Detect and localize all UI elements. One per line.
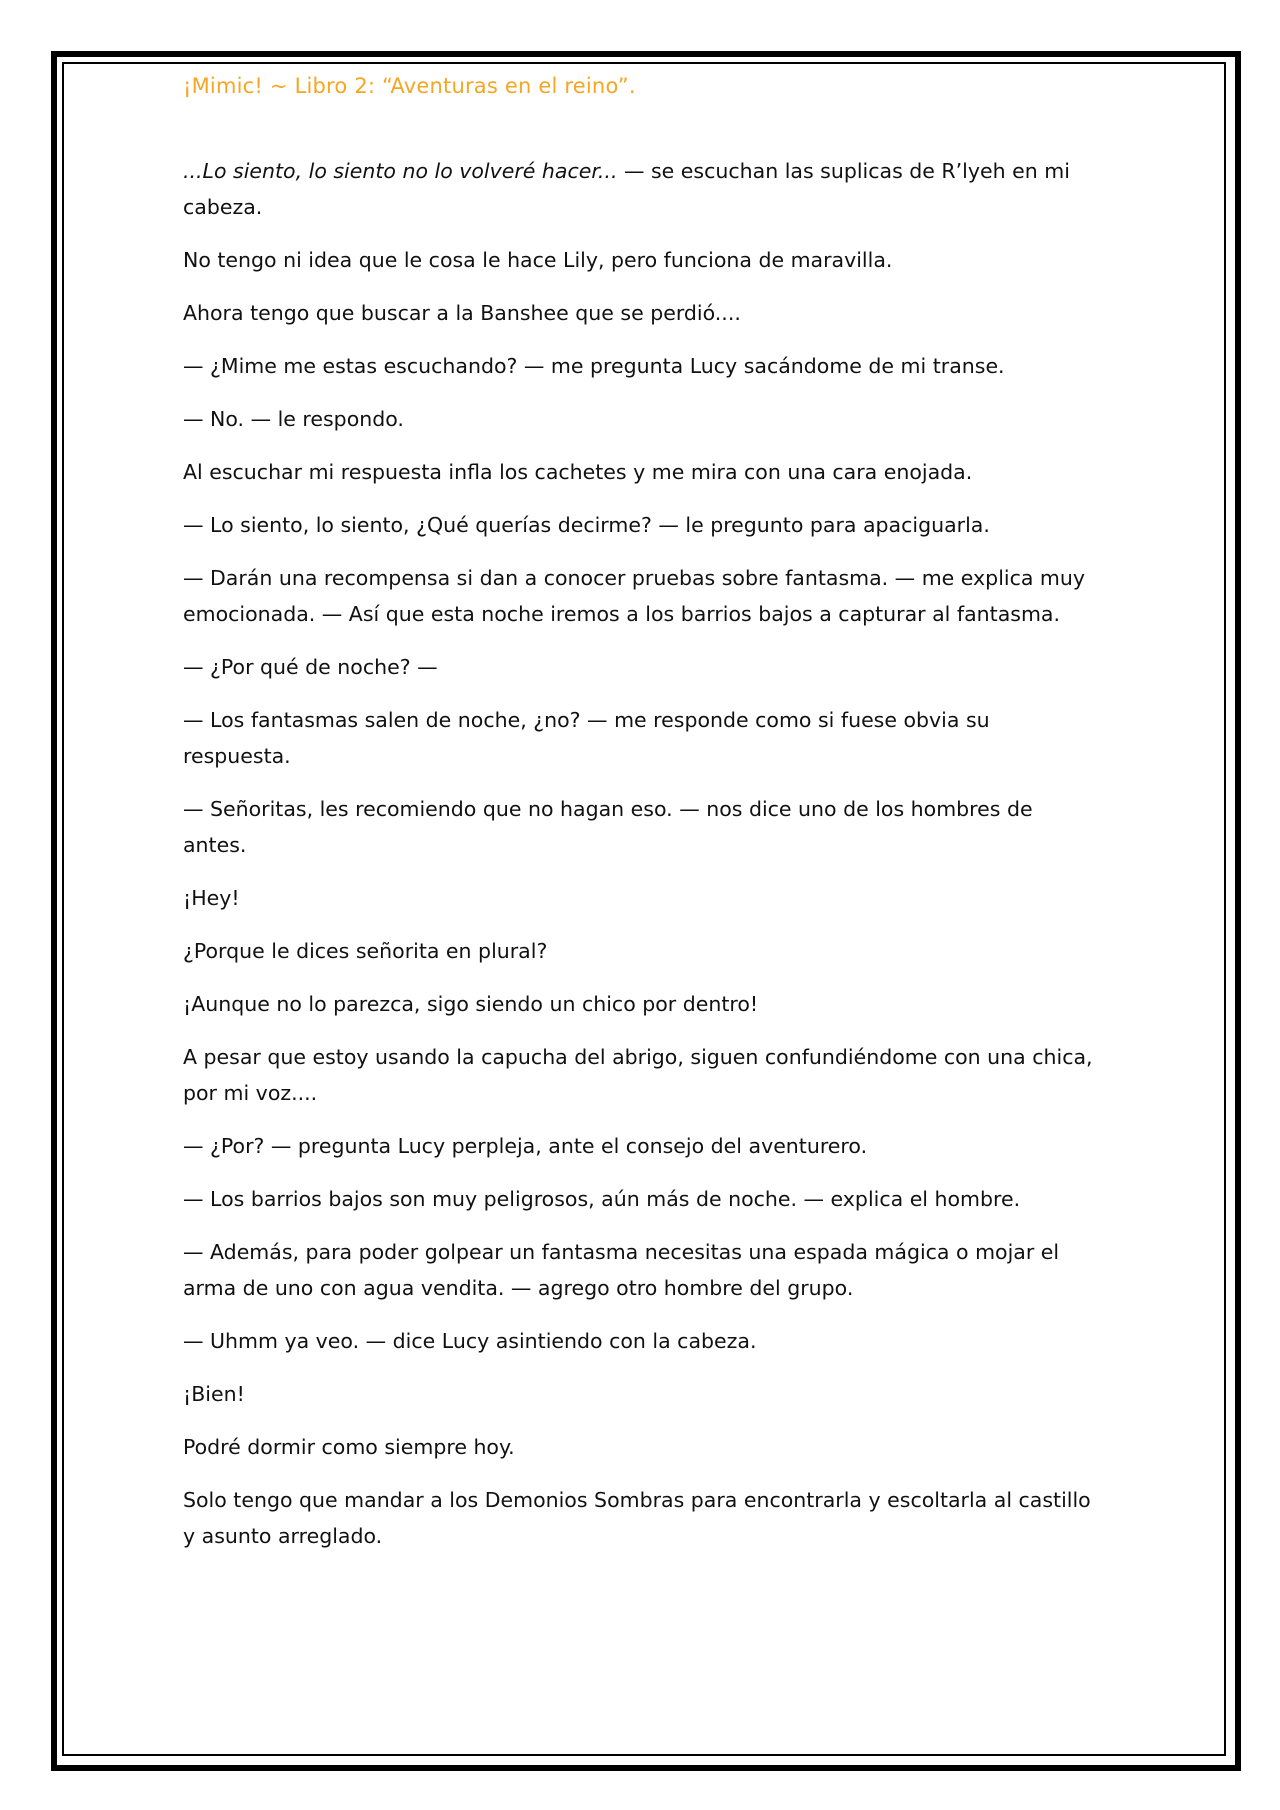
paragraph: — Los fantasmas salen de noche, ¿no? — me responde como si fuese obvia su respuesta. — [183, 708, 990, 768]
paragraph: Podré dormir como siempre hoy. — [183, 1435, 515, 1459]
paragraph: — ¿Mime me estas escuchando? — me pregunta Lucy sacándome de mi transe. — [183, 354, 1005, 378]
paragraph: No tengo ni idea que le cosa le hace Lily, pero funciona de maravilla. — [183, 248, 893, 272]
document-body — [183, 153, 1098, 1571]
paragraph: Al escuchar mi respuesta infla los cachetes y me mira con una cara enojada. — [183, 460, 973, 484]
paragraph: — Darán una recompensa si dan a conocer pruebas sobre fantasma. — me explica muy emocionada. — Así que esta noche iremos a los barrios bajos a capturar al fantasma. — [183, 566, 1086, 626]
paragraph: ¡Bien! — [183, 1382, 245, 1406]
paragraph: — Lo siento, lo siento, ¿Qué querías decirme? — le pregunto para apaciguarla. — [183, 513, 990, 537]
paragraph-italic: ...Lo siento, lo siento no lo volveré hacer... — [183, 159, 618, 183]
page-header-title: ¡Mimic! ~ Libro 2: “Aventuras en el reino”. — [183, 74, 636, 98]
paragraph: Ahora tengo que buscar a la Banshee que se perdió.... — [183, 301, 741, 325]
paragraph: ¡Aunque no lo parezca, sigo siendo un chico por dentro! — [183, 992, 759, 1016]
paragraph: — No. — le respondo. — [183, 407, 404, 431]
paragraph: — Además, para poder golpear un fantasma necesitas una espada mágica o mojar el arma de uno con agua vendita. — agrego otro hombre del grupo. — [183, 1240, 1060, 1300]
paragraph: — Los barrios bajos son muy peligrosos, aún más de noche. — explica el hombre. — [183, 1187, 1021, 1211]
paragraph: Solo tengo que mandar a los Demonios Sombras para encontrarla y escoltarla al castillo y asunto arreglado. — [183, 1488, 1091, 1548]
paragraph: — Señoritas, les recomiendo que no hagan eso. — nos dice uno de los hombres de antes. — [183, 797, 1033, 857]
paragraph: A pesar que estoy usando la capucha del abrigo, siguen confundiéndome con una chica, por mi voz.... — [183, 1045, 1093, 1105]
paragraph: ¡Hey! — [183, 886, 240, 910]
paragraph: — ¿Por qué de noche? — — [183, 655, 438, 679]
paragraph — [183, 153, 1098, 225]
paragraph: ¿Porque le dices señorita en plural? — [183, 939, 548, 963]
paragraph: — ¿Por? — pregunta Lucy perpleja, ante el consejo del aventurero. — [183, 1134, 868, 1158]
paragraph-text: — se escuchan las suplicas de R’lyeh en mi cabeza. — [183, 159, 1070, 219]
paragraph: — Uhmm ya veo. — dice Lucy asintiendo con la cabeza. — [183, 1329, 757, 1353]
